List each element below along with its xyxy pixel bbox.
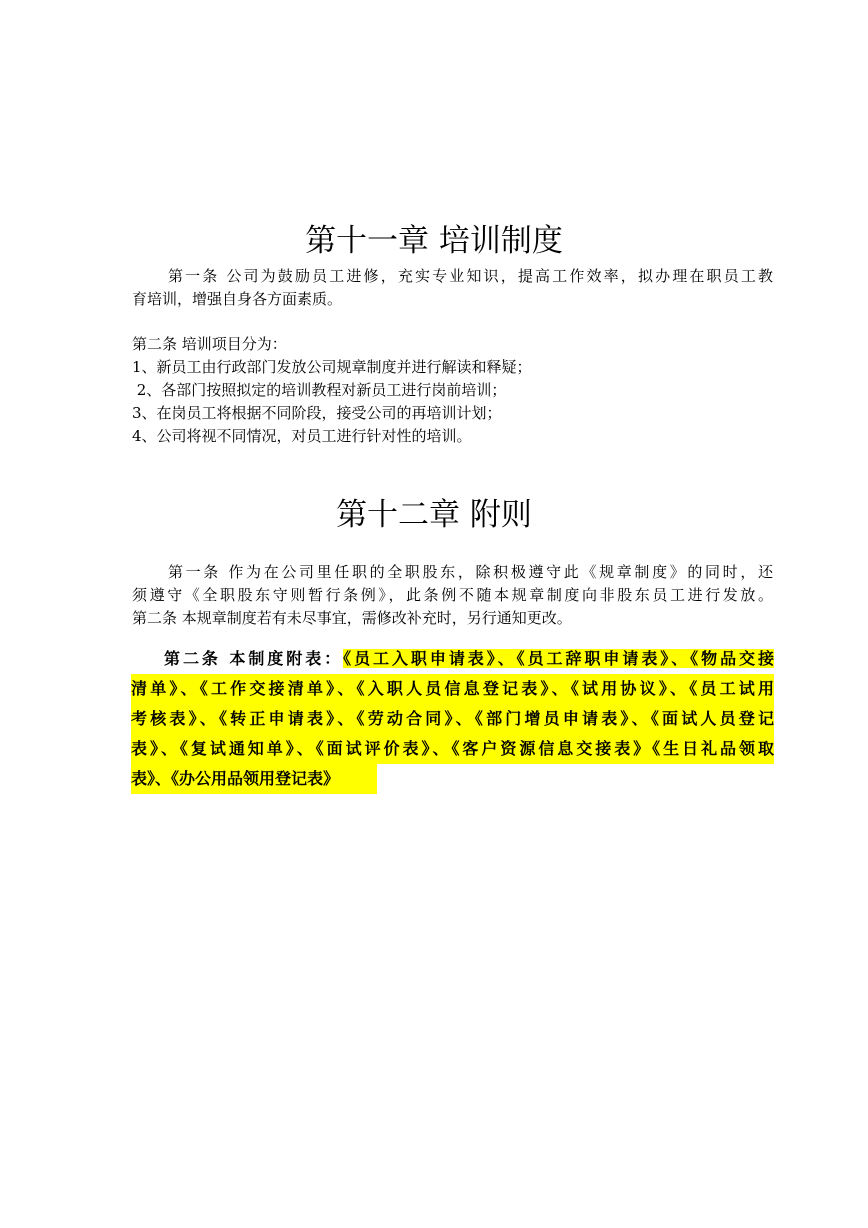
attachments-line: 表》、《复试通知单》、《面试评价表》、《客户资源信息交接表》《生日礼品领取: [131, 734, 774, 764]
chapter-12-article-1-line-2: 须遵守《全职股东守则暂行条例》，此条例不随本规章制度向非股东员工进行发放。: [132, 586, 773, 604]
training-item: 1、新员工由行政部门发放公司规章制度并进行解读和释疑；: [132, 358, 532, 376]
training-item: 3、在岗员工将根据不同阶段，接受公司的再培训计划；: [132, 404, 502, 422]
training-item: 4、公司将视不同情况，对员工进行针对性的培训。: [132, 427, 472, 445]
chapter-12-title: 第十二章 附则: [336, 497, 532, 533]
chapter-12-article-2: 第二条 本规章制度若有未尽事宜，需修改补充时，另行通知更改。: [132, 609, 572, 627]
chapter-12-article-1-line-1: 第一条 作为在公司里任职的全职股东，除积极遵守此《规章制度》的同时，还: [168, 563, 773, 581]
attachments-line: 清单》、《工作交接清单》、《入职人员信息登记表》、《试用协议》、《员工试用: [131, 674, 774, 704]
chapter-11-article-1-line-2: 育培训，增强自身各方面素质。: [132, 290, 343, 308]
attachments-label: 第二条 本制度附表：: [164, 649, 344, 668]
attachments-highlight: 《员工入职申请表》、《员工辞职申请表》、《物品交接: [343, 649, 774, 668]
chapter-11-article-2-heading: 第二条 培训项目分为：: [132, 335, 287, 353]
training-item: 2、各部门按照拟定的培训教程对新员工进行岗前培训；: [132, 381, 507, 399]
attachments-line: [131, 644, 774, 674]
attachments-paragraph: [131, 644, 774, 794]
chapter-11-title: 第十一章 培训制度: [305, 223, 563, 259]
chapter-11-article-1-line-1: 第一条 公司为鼓励员工进修，充实专业知识，提高工作效率，拟办理在职员工教: [168, 267, 773, 285]
attachments-line: 表》、《办公用品领用登记表》: [131, 764, 377, 794]
attachments-line: 考核表》、《转正申请表》、《劳动合同》、《部门增员申请表》、《面试人员登记: [131, 704, 774, 734]
